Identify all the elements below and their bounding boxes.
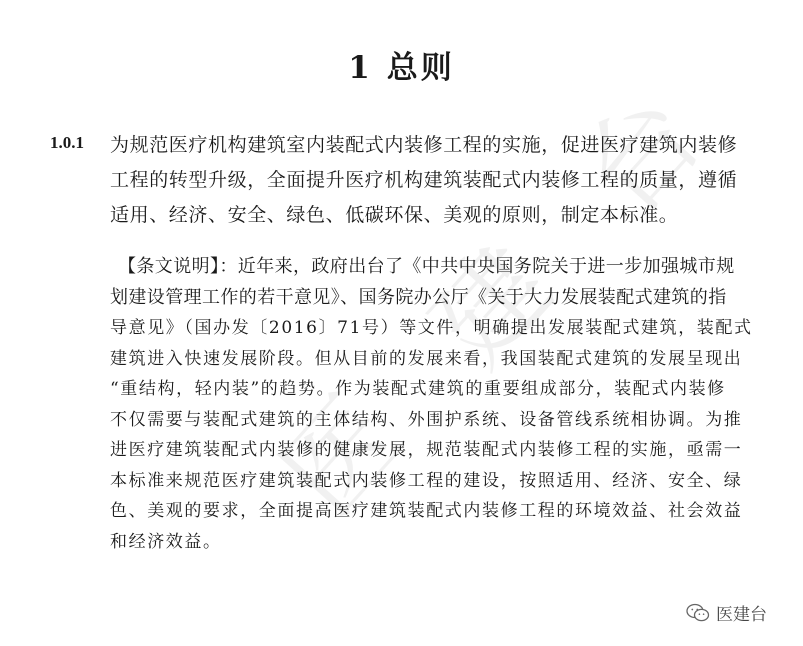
wechat-icon	[686, 603, 710, 623]
chapter-number: 1	[348, 50, 373, 86]
explanation-line: 【条文说明】：近年来，政府出台了《中共中央国务院关于进一步加强城市规	[118, 256, 735, 277]
clause-line: 适用、经济、安全、绿色、低碳环保、美观的原则，制定本标准。	[110, 204, 679, 226]
clause-number: 1.0.1	[50, 133, 84, 152]
page-title	[0, 42, 803, 87]
explanation-line: “重结构，轻内装”的趋势。作为装配式建筑的重要组成部分，装配式内装修	[110, 379, 726, 399]
explanation-line: 和经济效益。	[110, 531, 222, 552]
clause-line: 为规范医疗机构建筑室内装配式内装修工程的实施，促进医疗建筑内装修	[110, 134, 738, 156]
watermark-char: 建	[407, 221, 577, 389]
explanation-line: 划建设管理工作的若干意见》、国务院办公厅《关于大力发展装配式建筑的指	[110, 286, 727, 308]
brand-name: 医建台	[716, 605, 767, 625]
explanation-line: 建筑进入快速发展阶段。但从目前的发展来看，我国装配式建筑的发展呈现出	[110, 348, 743, 369]
explanation-line: 色、美观的要求，全面提高医疗建筑装配式内装修工程的环境效益、社会效益	[110, 501, 743, 521]
source-brand	[686, 600, 767, 625]
clause-body	[110, 128, 750, 233]
clause-line: 工程的转型升级，全面提升医疗机构建筑装配式内装修工程的质量，遵循	[110, 169, 738, 191]
watermark-char: 台	[557, 71, 727, 239]
clause-explanation	[110, 252, 753, 557]
explanation-line: 导意见》（国办发〔2016〕71号）等文件，明确提出发展装配式建筑，装配式	[110, 318, 753, 338]
explanation-line: 本标准来规范医疗建筑装配式内装修工程的建设，按照适用、经济、安全、绿	[110, 470, 743, 491]
explanation-line: 进医疗建筑装配式内装修的健康发展，规范装配式内装修工程的实施，亟需一	[110, 440, 743, 460]
explanation-line: 不仅需要与装配式建筑的主体结构、外围护系统、设备管线系统相协调。为推	[110, 409, 743, 430]
chapter-title: 总则	[386, 50, 455, 86]
watermark-char: 医	[257, 371, 427, 539]
